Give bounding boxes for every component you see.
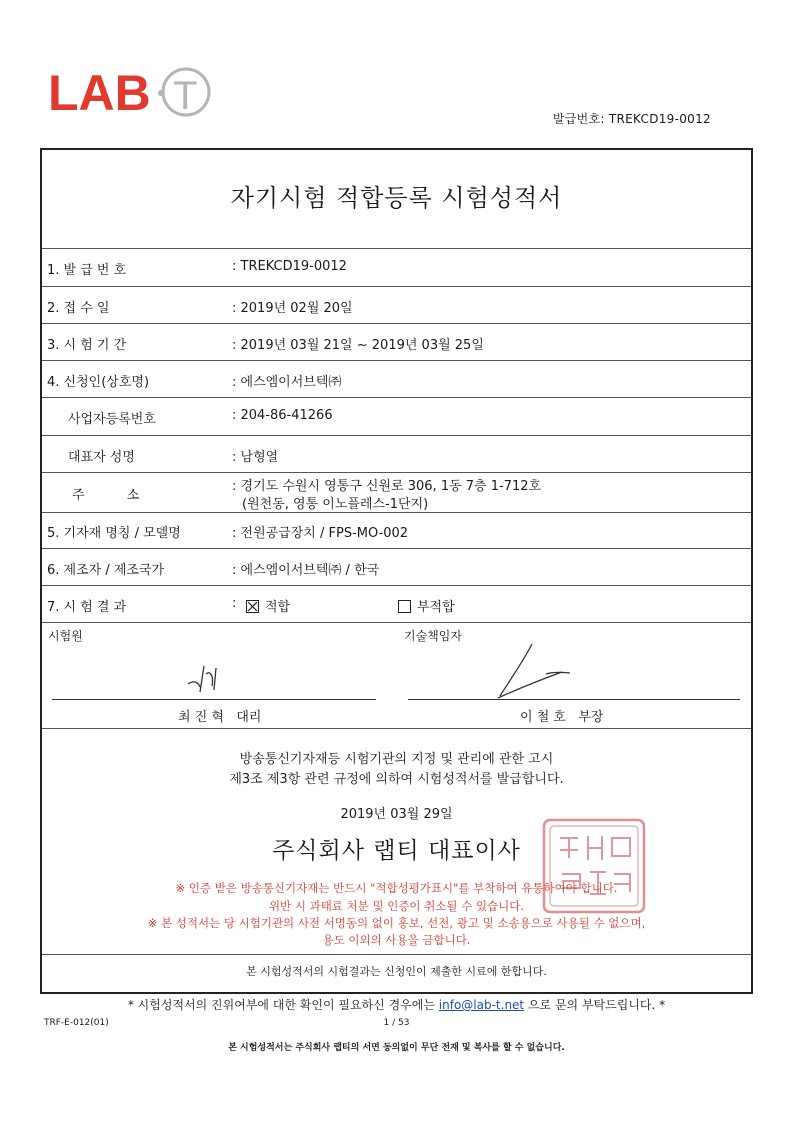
tester-name: 최 진 혁 대리 <box>178 710 262 725</box>
label-test-period: 3. 시 험 기 간 <box>47 338 127 353</box>
label-business-number: 사업자등록번호 <box>68 412 156 427</box>
issue-number-header: 발급번호: TREKCD19-0012 <box>552 112 711 126</box>
tester-role: 시험원 <box>48 629 83 643</box>
notice-line3: ※ 본 성적서는 당 시험기관의 사전 서명동의 없이 홍보, 선전, 광고 및 소송용으로 사용될 수 없으며, <box>147 916 646 930</box>
divider <box>42 248 751 249</box>
manager-role: 기술책임자 <box>404 629 462 643</box>
declaration-line1: 방송통신기자재등 시험기관의 지정 및 관리에 관한 고시 <box>239 752 554 767</box>
divider <box>42 397 751 398</box>
svg-text:T: T <box>173 74 198 118</box>
notice-line4: 용도 이외의 사용을 금합니다. <box>322 933 471 947</box>
value-test-result-colon: : <box>232 596 237 611</box>
verification-note <box>0 996 793 1013</box>
label-address: 주 소 <box>72 488 140 503</box>
verification-prefix: * 시험성적서의 진위여부에 대한 확인이 필요하신 경우에는 <box>127 998 439 1012</box>
checked-box-icon <box>246 600 259 613</box>
tester-signature-line <box>52 699 376 700</box>
divider <box>42 472 751 473</box>
company-seal-icon <box>540 816 648 916</box>
issue-date: 2019년 03월 29일 <box>340 807 453 822</box>
result-fail <box>398 596 455 615</box>
value-address-line2: (원천동, 영통 이노플레스-1단지) <box>242 497 429 512</box>
svg-text:LAB: LAB <box>48 66 151 118</box>
document-title: 자기시험 적합등록 시험성적서 <box>230 184 563 212</box>
label-manufacturer: 6. 제조자 / 제조국가 <box>47 563 165 578</box>
value-manufacturer: : 에스엠이서브텍㈜ / 한국 <box>232 563 380 578</box>
manager-signature <box>490 640 590 702</box>
label-receipt-date: 2. 접 수 일 <box>47 301 110 316</box>
value-test-period: : 2019년 03월 21일 ~ 2019년 03월 25일 <box>232 338 484 353</box>
label-test-result: 7. 시 험 결 과 <box>47 600 127 615</box>
result-pass <box>246 596 290 615</box>
unchecked-box-icon <box>398 600 411 613</box>
form-code: TRF-E-012(01) <box>44 1018 109 1028</box>
value-issue-number: : TREKCD19-0012 <box>232 259 347 274</box>
label-applicant: 4. 신청인(상호명) <box>47 375 150 390</box>
divider <box>42 728 751 729</box>
sample-note: 본 시험성적서의 시험결과는 신청인이 제출한 시료에 한합니다. <box>246 965 547 978</box>
value-receipt-date: : 2019년 02월 20일 <box>232 301 353 316</box>
value-applicant: : 에스엠이서브텍㈜ <box>232 375 342 390</box>
divider <box>42 360 751 361</box>
manager-name: 이 철 호 부장 <box>520 710 604 725</box>
issuer-name: 주식회사 랩티 대표이사 <box>272 838 521 864</box>
divider <box>42 585 751 586</box>
value-business-number: : 204-86-41266 <box>232 408 333 423</box>
label-representative: 대표자 성명 <box>68 450 135 465</box>
lab-t-logo <box>48 66 218 118</box>
divider <box>42 954 751 955</box>
result-pass-label: 적합 <box>265 600 291 615</box>
value-representative: : 남형열 <box>232 450 279 465</box>
copyright-notice: 본 시험성적서는 주식회사 랩티의 서면 동의없이 무단 전재 및 복사를 할 수 없습니다. <box>228 1043 565 1053</box>
notice-line1: ※ 인증 받은 방송통신기자재는 반드시 "적합성평가표시"를 부착하여 유통하여야 합니다. <box>175 881 618 895</box>
divider <box>42 435 751 436</box>
declaration-line2: 제3조 제3항 관련 규정에 의하여 시험성적서를 발급합니다. <box>229 772 564 787</box>
tester-signature <box>180 660 240 700</box>
value-address-line1: : 경기도 수원시 영통구 신원로 306, 1동 7층 1-712호 <box>232 479 542 494</box>
divider <box>42 286 751 287</box>
result-fail-label: 부적합 <box>417 600 455 615</box>
divider <box>42 548 751 549</box>
verification-email-link[interactable]: info@lab-t.net <box>438 998 525 1012</box>
verification-suffix: 으로 문의 부탁드립니다. * <box>524 998 666 1012</box>
divider <box>42 512 751 513</box>
page-number: 1 / 53 <box>383 1018 410 1028</box>
value-equipment-model: : 전원공급장치 / FPS-MO-002 <box>232 526 409 541</box>
divider <box>42 323 751 324</box>
label-issue-number: 1. 발 급 번 호 <box>47 263 127 278</box>
notice-line2: 위반 시 과태료 처분 및 인증이 취소될 수 있습니다. <box>268 899 525 913</box>
divider <box>42 622 751 623</box>
manager-signature-line <box>408 699 740 700</box>
label-equipment-model: 5. 기자재 명칭 / 모델명 <box>47 526 181 541</box>
